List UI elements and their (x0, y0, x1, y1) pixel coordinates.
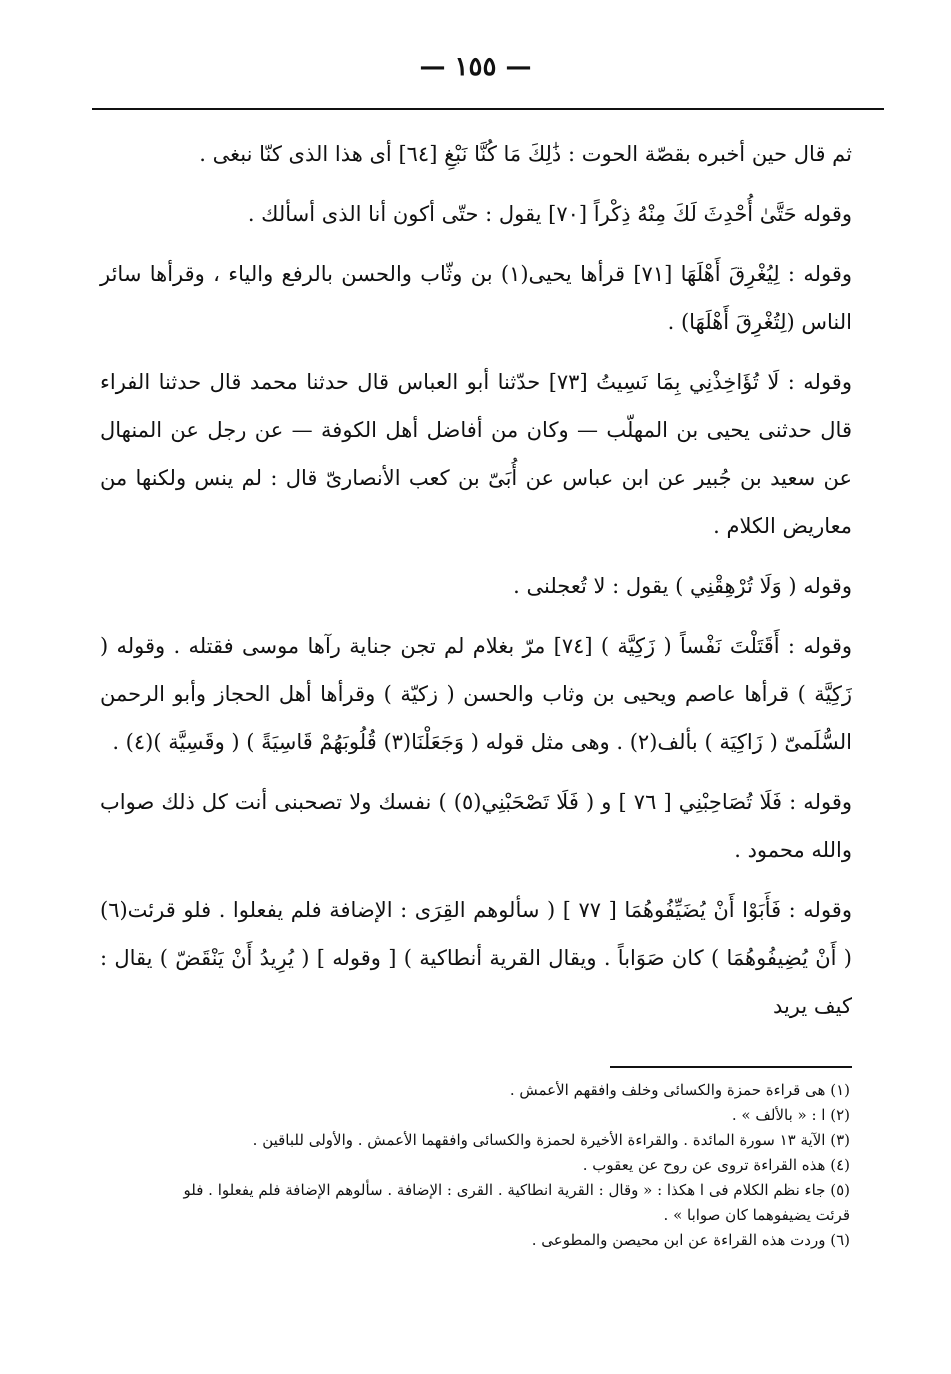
footnote: (٤) هذه القراءة تروى عن روح عن يعقوب . (582, 1156, 850, 1174)
paragraph: وقوله ( وَلَا تُرْهِقْنِي ) يقول : لا تُعجلنى . (513, 574, 852, 598)
footnote-rule (610, 1066, 852, 1068)
paragraph: وقوله : فَأَبَوْا أَنْ يُضَيِّفُوهُمَا [ ٧٧ ] ( سألوهم القِرَى : الإضافة فلم يفعلوا . فلو قرئت(٦) ( أَنْ يُضِيفُوهُمَا ) كان صَوَاباً . ويقال القرية أنطاكية ) [ وقوله ] ( يُرِيدُ أَنْ يَنْقَضّ ) يقال : كيف يريد (100, 898, 852, 1018)
footnote: (١) هى قراءة حمزة والكسائى وخلف وافقهم الأعمش . (509, 1081, 850, 1099)
main-text (100, 130, 852, 1040)
paragraph: وقوله : أَقَتَلْتَ نَفْساً ( زَكِيَّة ) [٧٤] مرّ بغلام لم تجن جناية رآها موسى فقتله . وقوله ( زَكِيَّة ) قرأها عاصم ويحيى بن وثاب والحسن ( زكيّة ) وقرأها أهل الحجاز وأبو الرحمن السُّلَمىّ ( زَاكِيَة ) بألف(٢) . وهى مثل قوله ( وَجَعَلْنَا(٣) قُلُوبَهُمْ قَاسِيَةً ) ( وقَسِيَّة )(٤) . (100, 634, 852, 754)
footnote: (٦) وردت هذه القراءة عن ابن محيصن والمطوعى . (531, 1231, 850, 1249)
paragraph: وقوله : لِيُغْرِقَ أَهْلَهَا [٧١] قرأها يحيى(١) بن وثّاب والحسن بالرفع والياء ، وقرأها سائر الناس (لِتُغْرِقَ أَهْلَهَا) . (100, 262, 853, 334)
footnote: (٣) الآية ١٣ سورة المائدة . والقراءة الأخيرة لحمزة والكسائى وافقهما الأعمش . والأولى للباقين . (252, 1131, 850, 1149)
header-rule (92, 108, 884, 110)
page-number: — ١٥٥ — (419, 52, 532, 82)
footnotes (150, 1078, 850, 1253)
footnote: (٢) ا : « بالألف » . (731, 1106, 850, 1124)
paragraph: وقوله حَتَّىٰ أُحْدِثَ لَكَ مِنْهُ ذِكْراً [٧٠] يقول : حتّى أكون أنا الذى أسألك . (247, 202, 852, 226)
paragraph: وقوله : لَا تُؤَاخِذْنِي بِمَا نَسِيتُ [٧٣] حدّثنا أبو العباس قال حدثنا محمد قال حدثنا الفراء قال حدثنى يحيى بن المهلّب — وكان من أفاضل أهل الكوفة — عن رجل عن المنهال عن سعيد بن جُبير عن ابن عباس عن أُبَىّ بن كعب الأنصارىّ قال : لم ينس ولكنها من معاريض الكلام . (100, 370, 852, 538)
paragraph: ثم قال حين أخبره بقصّة الحوت : ذَٰلِكَ مَا كُنَّا نَبْغِ [٦٤] أى هذا الذى كنّا نبغى . (199, 142, 852, 166)
paragraph: وقوله : فَلَا تُصَاحِبْنِي [ ٧٦ ] و ( فَلَا تَصْحَبْنِي(٥) ) نفسك ولا تصحبنى أنت كل ذلك صواب والله محمود . (100, 790, 852, 862)
footnote: (٥) جاء نظم الكلام فى ا هكذا : « وقال : القرية انطاكية . القرى : الإضافة . سألوهم الإضافة فلم يفعلوا . فلو قرئت يضيفوهما كان صوابا » . (183, 1181, 850, 1224)
